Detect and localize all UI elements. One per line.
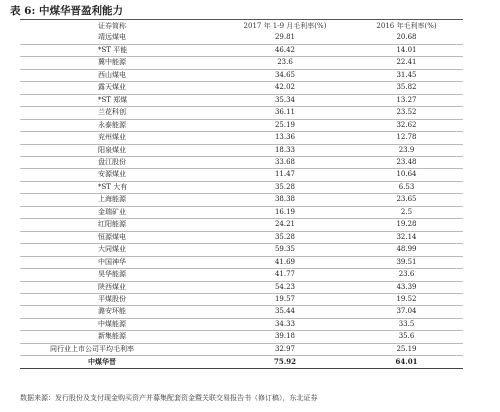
table-row bbox=[20, 206, 463, 218]
company-name-cell: 中煤能源 bbox=[20, 318, 220, 330]
header-2017-margin: 2017 年 1-9 月毛利率(%) bbox=[243, 22, 327, 30]
margin-2016-cell: 43.39 bbox=[350, 281, 463, 293]
table-row bbox=[20, 244, 463, 256]
header-security-name: 证券简称 bbox=[98, 22, 126, 30]
table-row bbox=[20, 194, 463, 206]
margin-2017-cell: 38.38 bbox=[220, 194, 350, 206]
margin-2017-cell: 23.6 bbox=[220, 57, 350, 69]
margin-2017-cell: 36.11 bbox=[220, 107, 350, 119]
subject-company-row bbox=[20, 356, 463, 368]
company-name-cell: 恒源煤电 bbox=[20, 231, 220, 243]
margin-2016-cell: 39.51 bbox=[350, 256, 463, 268]
company-name-cell: 露天煤业 bbox=[20, 82, 220, 94]
table-row bbox=[20, 219, 463, 231]
margin-2017-cell: 32.97 bbox=[220, 343, 350, 355]
margin-2017-cell: 25.19 bbox=[220, 119, 350, 131]
margin-2017-cell: 54.23 bbox=[220, 281, 350, 293]
company-name-cell: *ST 平能 bbox=[20, 44, 220, 56]
margin-2017-cell: 34.33 bbox=[220, 318, 350, 330]
margin-2016-cell: 32.62 bbox=[350, 119, 463, 131]
margin-2017-cell: 41.69 bbox=[220, 256, 350, 268]
table-body bbox=[20, 32, 463, 368]
company-name-cell: 陕西煤业 bbox=[20, 281, 220, 293]
margin-2016-cell: 23.48 bbox=[350, 156, 463, 168]
company-name-cell: 大同煤业 bbox=[20, 244, 220, 256]
table-row bbox=[20, 269, 463, 281]
company-name-cell: 兖州煤业 bbox=[20, 132, 220, 144]
table-top-rule bbox=[20, 19, 463, 20]
margin-2016-cell: 35.82 bbox=[350, 82, 463, 94]
table-row bbox=[20, 94, 463, 106]
margin-2016-cell: 23.52 bbox=[350, 107, 463, 119]
company-name-cell: 中国神华 bbox=[20, 256, 220, 268]
industry-average-row bbox=[20, 343, 463, 355]
table-row bbox=[20, 156, 463, 168]
company-name-cell: *ST 大有 bbox=[20, 181, 220, 193]
company-name-cell: 金瑞矿业 bbox=[20, 206, 220, 218]
margin-2016-cell: 23.65 bbox=[350, 194, 463, 206]
margin-2016-cell: 12.78 bbox=[350, 132, 463, 144]
table-row bbox=[20, 82, 463, 94]
margin-2017-cell: 42.02 bbox=[220, 82, 350, 94]
table-row bbox=[20, 231, 463, 243]
margin-2016-cell: 13.27 bbox=[350, 94, 463, 106]
margin-2017-cell: 35.28 bbox=[220, 181, 350, 193]
table-row bbox=[20, 144, 463, 156]
company-name-cell: 同行业上市公司平均毛利率 bbox=[20, 343, 220, 355]
table-row bbox=[20, 256, 463, 268]
margin-2016-cell: 48.99 bbox=[350, 244, 463, 256]
table-row bbox=[20, 181, 463, 193]
table-row bbox=[20, 169, 463, 181]
company-name-cell: 西山煤电 bbox=[20, 69, 220, 81]
margin-2016-cell: 35.6 bbox=[350, 331, 463, 343]
margin-2016-cell: 31.45 bbox=[350, 69, 463, 81]
margin-2017-cell: 29.81 bbox=[220, 32, 350, 44]
company-name-cell: 安源煤业 bbox=[20, 169, 220, 181]
margin-2017-cell: 11.47 bbox=[220, 169, 350, 181]
margin-2017-cell: 35.44 bbox=[220, 306, 350, 318]
company-name-cell: 冀中能源 bbox=[20, 57, 220, 69]
margin-2016-cell: 32.14 bbox=[350, 231, 463, 243]
source-note: 数据来源：发行股份及支付现金购买资产并募集配套资金暨关联交易报告书（修订稿），东北证券 bbox=[20, 394, 318, 402]
margin-2016-cell: 6.53 bbox=[350, 181, 463, 193]
table-row bbox=[20, 132, 463, 144]
table-row bbox=[20, 32, 463, 44]
margin-2017-cell: 18.33 bbox=[220, 144, 350, 156]
table-row bbox=[20, 57, 463, 69]
table-header-row bbox=[20, 21, 463, 32]
margin-2016-cell: 19.28 bbox=[350, 219, 463, 231]
margin-2016-cell: 2.5 bbox=[350, 206, 463, 218]
margin-2016-cell: 19.52 bbox=[350, 293, 463, 305]
company-name-cell: 中煤华晋 bbox=[20, 356, 220, 368]
company-name-cell: 靖远煤电 bbox=[20, 32, 220, 44]
company-name-cell: 上海能源 bbox=[20, 194, 220, 206]
header-2016-margin: 2016 年毛利率(%) bbox=[376, 22, 437, 30]
company-name-cell: 阳泉煤业 bbox=[20, 144, 220, 156]
margin-2017-cell: 35.28 bbox=[220, 231, 350, 243]
margin-2016-cell: 10.64 bbox=[350, 169, 463, 181]
margin-2016-cell: 37.04 bbox=[350, 306, 463, 318]
table-row bbox=[20, 306, 463, 318]
company-name-cell: 红阳能源 bbox=[20, 219, 220, 231]
company-name-cell: 盘江股份 bbox=[20, 156, 220, 168]
margin-2016-cell: 22.41 bbox=[350, 57, 463, 69]
margin-2017-cell: 13.36 bbox=[220, 132, 350, 144]
table-row bbox=[20, 293, 463, 305]
margin-2017-cell: 16.19 bbox=[220, 206, 350, 218]
margin-2017-cell: 59.35 bbox=[220, 244, 350, 256]
margin-2016-cell: 23.6 bbox=[350, 269, 463, 281]
margin-2016-cell: 20.68 bbox=[350, 32, 463, 44]
company-name-cell: 兰花科创 bbox=[20, 107, 220, 119]
company-name-cell: 昊华能源 bbox=[20, 269, 220, 281]
margin-2016-cell: 64.01 bbox=[350, 356, 463, 368]
profitability-table bbox=[20, 21, 463, 369]
company-name-cell: *ST 郑煤 bbox=[20, 94, 220, 106]
table-row bbox=[20, 281, 463, 293]
margin-2016-cell: 25.19 bbox=[350, 343, 463, 355]
table-title: 表 6: 中煤华晋盈利能力 bbox=[10, 5, 123, 17]
table-row bbox=[20, 69, 463, 81]
margin-2017-cell: 34.65 bbox=[220, 69, 350, 81]
company-name-cell: 潞安环能 bbox=[20, 306, 220, 318]
table-row bbox=[20, 119, 463, 131]
margin-2017-cell: 46.42 bbox=[220, 44, 350, 56]
table-row bbox=[20, 44, 463, 56]
table-row bbox=[20, 318, 463, 330]
margin-2017-cell: 24.21 bbox=[220, 219, 350, 231]
margin-2017-cell: 19.57 bbox=[220, 293, 350, 305]
margin-2017-cell: 41.77 bbox=[220, 269, 350, 281]
company-name-cell: 平煤股份 bbox=[20, 293, 220, 305]
margin-2016-cell: 23.9 bbox=[350, 144, 463, 156]
company-name-cell: 永泰能源 bbox=[20, 119, 220, 131]
table-row bbox=[20, 331, 463, 343]
margin-2017-cell: 39.18 bbox=[220, 331, 350, 343]
margin-2016-cell: 14.01 bbox=[350, 44, 463, 56]
margin-2016-cell: 33.5 bbox=[350, 318, 463, 330]
margin-2017-cell: 33.68 bbox=[220, 156, 350, 168]
margin-2017-cell: 35.34 bbox=[220, 94, 350, 106]
table-row bbox=[20, 107, 463, 119]
margin-2017-cell: 75.92 bbox=[220, 356, 350, 368]
company-name-cell: 新集能源 bbox=[20, 331, 220, 343]
